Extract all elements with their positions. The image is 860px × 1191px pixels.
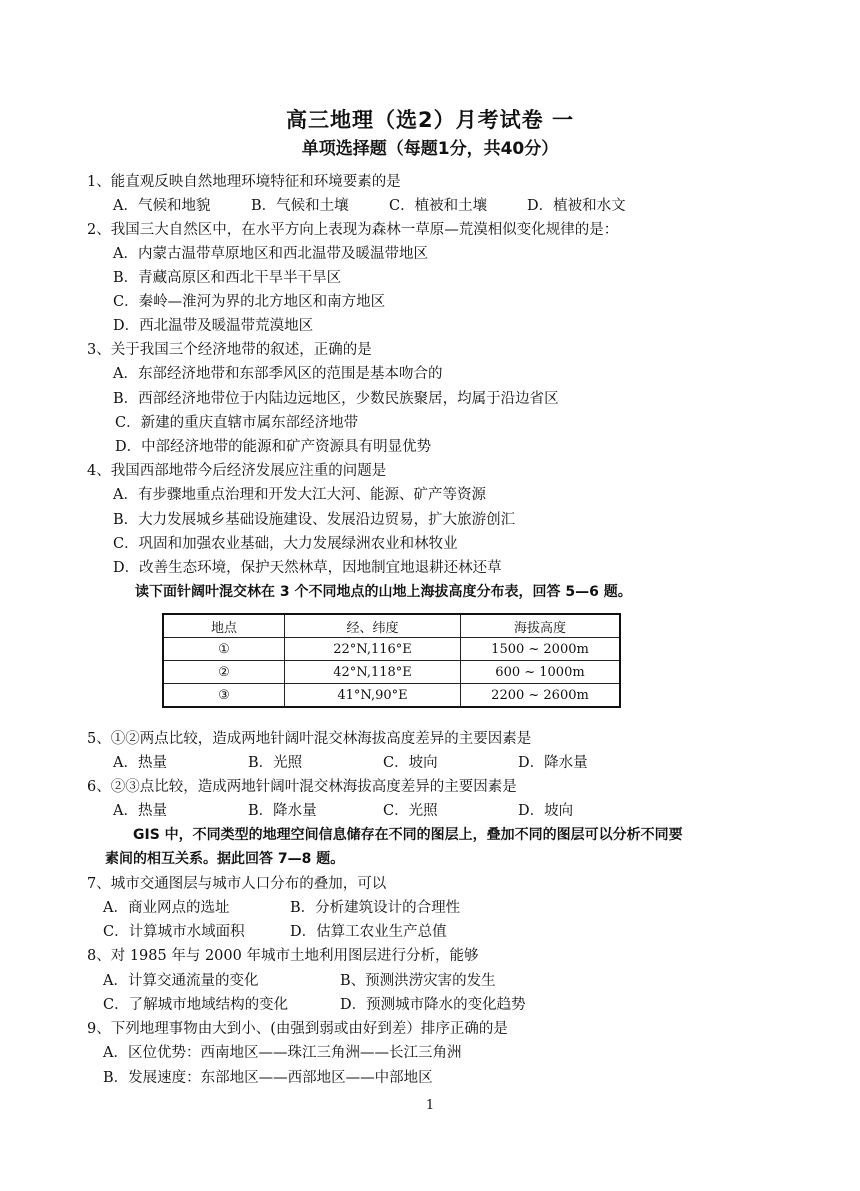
q6-option-c[interactable]: C．光照 xyxy=(383,803,438,819)
q3-option-a[interactable]: A．东部经济地带和东部季风区的范围是基本吻合的 xyxy=(113,366,443,382)
q5-option-b[interactable]: B．光照 xyxy=(248,755,303,771)
q5-option-a[interactable]: A．热量 xyxy=(113,755,167,771)
exam-title: 高三地理（选2）月考试卷 一 xyxy=(286,108,574,132)
q1-option-b[interactable]: B．气候和土壤 xyxy=(251,198,349,214)
question-7-stem: 7、城市交通图层与城市人口分布的叠加，可以 xyxy=(87,876,387,892)
table-cell: 1500 ~ 2000m xyxy=(461,638,621,661)
table-cell: 41°N,90°E xyxy=(285,684,461,708)
question-9-stem: 9、下列地理事物由大到小、(由强到弱或由好到差）排序正确的是 xyxy=(87,1021,508,1037)
q2-option-c[interactable]: C．秦岭—淮河为界的北方地区和南方地区 xyxy=(113,294,386,310)
q8-option-b[interactable]: B、预测洪涝灾害的发生 xyxy=(340,973,496,989)
reading-prompt-7-8-line1: GIS 中，不同类型的地理空间信息储存在不同的图层上，叠加不同的图层可以分析不同要 xyxy=(133,827,683,843)
q7-option-a[interactable]: A．商业网点的选址 xyxy=(103,900,230,916)
reading-prompt-7-8-line2: 素间的相互关系。据此回答 7—8 题。 xyxy=(105,851,345,867)
q4-option-c[interactable]: C．巩固和加强农业基础，大力发展绿洲农业和林牧业 xyxy=(113,536,458,552)
question-6-stem: 6、②③点比较，造成两地针阔叶混交林海拔高度差异的主要因素是 xyxy=(87,779,517,795)
table-cell: ③ xyxy=(163,684,285,708)
question-2-stem: 2、我国三大自然区中，在水平方向上表现为森林一草原—荒漠相似变化规律的是： xyxy=(87,222,619,238)
q6-option-b[interactable]: B．降水量 xyxy=(248,803,317,819)
q6-option-d[interactable]: D．坡向 xyxy=(518,803,574,819)
q8-option-d[interactable]: D．预测城市降水的变化趋势 xyxy=(340,997,526,1013)
table-cell: 42°N,118°E xyxy=(285,661,461,684)
q1-option-c[interactable]: C．植被和土壤 xyxy=(389,198,488,214)
q3-option-c[interactable]: C．新建的重庆直辖市属东部经济地带 xyxy=(115,415,359,431)
table-row xyxy=(163,684,620,708)
q4-option-d[interactable]: D．改善生态环境，保护天然林草，因地制宜地退耕还林还草 xyxy=(113,560,502,576)
question-8-stem: 8、对 1985 年与 2000 年城市土地利用图层进行分析，能够 xyxy=(87,948,479,964)
reading-prompt-5-6: 读下面针阔叶混交林在 3 个不同地点的山地上海拔高度分布表，回答 5—6 题。 xyxy=(135,584,632,600)
question-1-stem: 1、能直观反映自然地理环境特征和环境要素的是 xyxy=(87,174,401,190)
q2-option-a[interactable]: A．内蒙古温带草原地区和西北温带及暖温带地区 xyxy=(113,246,428,262)
q9-option-b[interactable]: B．发展速度：东部地区——西部地区——中部地区 xyxy=(103,1070,433,1086)
question-5-stem: 5、①②两点比较，造成两地针阔叶混交林海拔高度差异的主要因素是 xyxy=(87,731,532,747)
table-header-row xyxy=(163,614,620,638)
table-cell: ② xyxy=(163,661,285,684)
q4-option-a[interactable]: A．有步骤地重点治理和开发大江大河、能源、矿产等资源 xyxy=(113,487,486,503)
table-cell: 2200 ~ 2600m xyxy=(461,684,621,708)
q5-option-c[interactable]: C．坡向 xyxy=(383,755,438,771)
q5-option-d[interactable]: D．降水量 xyxy=(518,755,588,771)
q2-option-b[interactable]: B．青藏高原区和西北干旱半干旱区 xyxy=(113,270,342,286)
q7-option-c[interactable]: C．计算城市水域面积 xyxy=(103,924,245,940)
forest-altitude-table xyxy=(162,613,621,708)
q1-option-a[interactable]: A．气候和地貌 xyxy=(113,198,211,214)
question-3-stem: 3、关于我国三个经济地带的叙述，正确的是 xyxy=(87,342,372,358)
q3-option-b[interactable]: B．西部经济地带位于内陆边远地区，少数民族聚居，均属于沿边省区 xyxy=(113,391,559,407)
table-row xyxy=(163,661,620,684)
q1-option-d[interactable]: D．植被和水文 xyxy=(527,198,626,214)
table-row xyxy=(163,638,620,661)
q8-option-c[interactable]: C．了解城市地域结构的变化 xyxy=(103,997,289,1013)
table-cell: 22°N,116°E xyxy=(285,638,461,661)
page-number: 1 xyxy=(425,1098,435,1113)
q6-option-a[interactable]: A．热量 xyxy=(113,803,167,819)
table-cell: ① xyxy=(163,638,285,661)
q7-option-d[interactable]: D．估算工农业生产总值 xyxy=(290,924,447,940)
question-4-stem: 4、我国西部地带今后经济发展应注重的问题是 xyxy=(87,463,387,479)
table-header-coordinates: 经、纬度 xyxy=(285,614,461,638)
q8-option-a[interactable]: A．计算交通流量的变化 xyxy=(103,973,259,989)
section-heading: 单项选择题（每题1分，共40分） xyxy=(301,139,559,159)
table-cell: 600 ~ 1000m xyxy=(461,661,621,684)
q3-option-d[interactable]: D．中部经济地带的能源和矿产资源具有明显优势 xyxy=(115,439,432,455)
q2-option-d[interactable]: D．西北温带及暖温带荒漠地区 xyxy=(113,318,314,334)
q7-option-b[interactable]: B．分析建筑设计的合理性 xyxy=(290,900,461,916)
q9-option-a[interactable]: A．区位优势：西南地区——珠江三角洲——长江三角洲 xyxy=(103,1045,462,1061)
table-header-location: 地点 xyxy=(163,614,285,638)
table-header-altitude: 海拔高度 xyxy=(461,614,621,638)
q4-option-b[interactable]: B．大力发展城乡基础设施建设、发展沿边贸易，扩大旅游创汇 xyxy=(113,512,516,528)
